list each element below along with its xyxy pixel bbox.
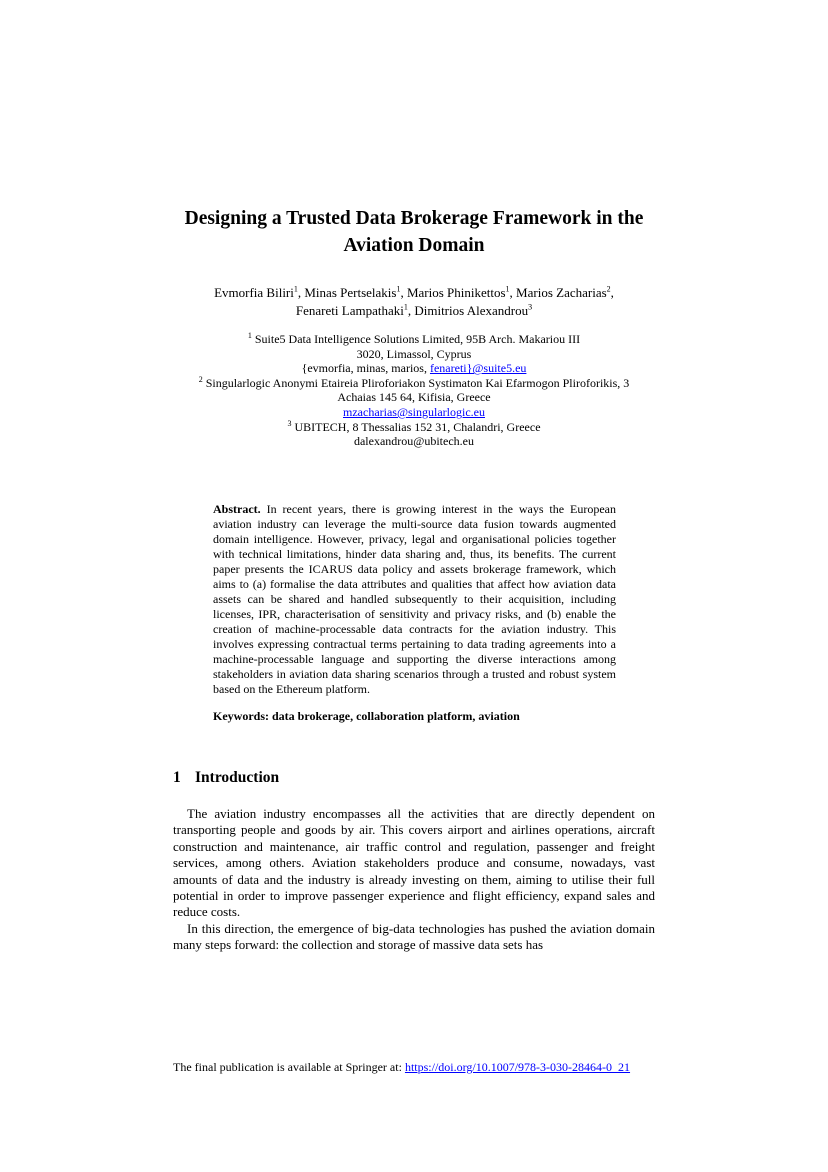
section-number: 1 [173,769,181,786]
affiliation-1-line-2: 3020, Limassol, Cyprus [356,346,472,361]
affiliation-3-email: dalexandrou@ubitech.eu [353,434,474,449]
email-link[interactable]: fenareti}@suite5.eu [429,361,527,376]
title-line-1: Designing a Trusted Data Brokerage Framework in the [184,208,644,229]
abstract-text: In recent years, there is growing interest in the ways the European aviation industry can leverage the multi-source data fusion towards augmented domain intelligence. However, privacy, legal and organisational policies together with technical limitations, hinder data sharing and, thus, its benefits. The current paper presents the ICARUS data policy and assets brokerage framework, which aims to (a) formalise the data attributes and qualities that affect how aviation data assets can be shared and handled subsequently to their acquisition, including licenses, IPR, characterisation of sensitivity and privacy risks, and (b) enable the creation of machine-processable data contracts for the aviation industry. This involves expressing contractual terms pertaining to data trading agreements into a machine-processable language and supporting the diverse interactions among stakeholders in aviation data sharing scenarios through a trusted and robust system based on the Ethereum platform. [213,502,616,696]
keywords: Keywords: data brokerage, collaboration platform, aviation [213,709,520,723]
author-separator: , [509,285,517,300]
author-name: Marios Phinikettos [406,285,506,300]
author-name: Marios Zacharias [516,285,607,300]
affiliation-mark: 2 [198,374,203,384]
abstract-label: Abstract. [213,502,261,516]
authors-line-2 [150,302,678,320]
affiliation-1-line-1 [142,332,686,347]
abstract [213,502,616,697]
authors-line-1 [150,284,678,302]
doi-link[interactable]: https://doi.org/10.1007/978-3-030-28464-0_21 [404,1060,631,1074]
affiliation-mark: 1 [247,331,252,340]
affiliation-text: Singularlogic Anonymi Etaireia Pliroforiakon Systimaton Kai Efarmogon Pliroforikis, 3 [202,375,630,390]
author-affiliation-mark: 1 [505,284,510,294]
author-affiliation-mark: 1 [293,284,298,294]
paragraph: In this direction, the emergence of big-data technologies has pushed the aviation domain many steps forward: the collection and storage of massive data sets has [173,920,655,953]
author-affiliation-mark: 1 [396,284,401,294]
publication-note [173,1060,630,1075]
email-prefix: {evmorfia, minas, marios, [301,361,430,376]
affiliation-list [142,332,686,449]
section-heading [173,768,279,788]
affiliation-2-email [142,405,686,420]
paragraph: The aviation industry encompasses all the activities that are directly dependent on transporting people and goods by air. This covers airport and airlines operations, aircraft construction and maintenance, air traffic control and regulation, passenger and freight services, among others. Aviation stakeholders produce and consume, nowadays, vast amounts of data and the industry is already investing on them, aiming to utilise their full potential in order to improve passenger experience and flight efficiency, expand sales and reduce costs. [173,806,655,920]
email-link[interactable]: mzacharias@singularlogic.eu [343,404,485,419]
section-title: Introduction [195,769,280,786]
author-separator: , [297,285,305,300]
author-name: Dimitrios Alexandrou [414,303,529,318]
affiliation-2-line-2: Achaias 145 64, Kifisia, Greece [337,390,491,405]
author-separator: , [400,285,407,300]
affiliation-1-email [142,361,686,376]
affiliation-2-line-1 [142,376,686,391]
author-affiliation-mark: 2 [606,284,611,294]
paper-title [150,205,678,259]
author-affiliation-mark: 3 [528,302,533,312]
author-list [150,284,678,320]
affiliation-text: Suite5 Data Intelligence Solutions Limited, 95B Arch. Makariou III [251,332,581,346]
affiliation-text: UBITECH, 8 Thessalias 152 31, Chalandri, Greece [291,419,541,434]
author-separator: , [610,285,614,300]
body-text [173,806,655,954]
author-name: Evmorfia Biliri [214,285,294,300]
title-line-2: Aviation Domain [343,235,485,256]
affiliation-mark: 3 [287,418,292,428]
author-name: Minas Pertselakis [304,285,397,300]
author-separator: , [407,303,415,318]
affiliation-3-line-1 [142,420,686,435]
author-name: Fenareti Lampathaki [295,303,404,318]
publication-note-text: The final publication is available at Springer at: [173,1060,405,1074]
author-affiliation-mark: 1 [403,302,408,312]
